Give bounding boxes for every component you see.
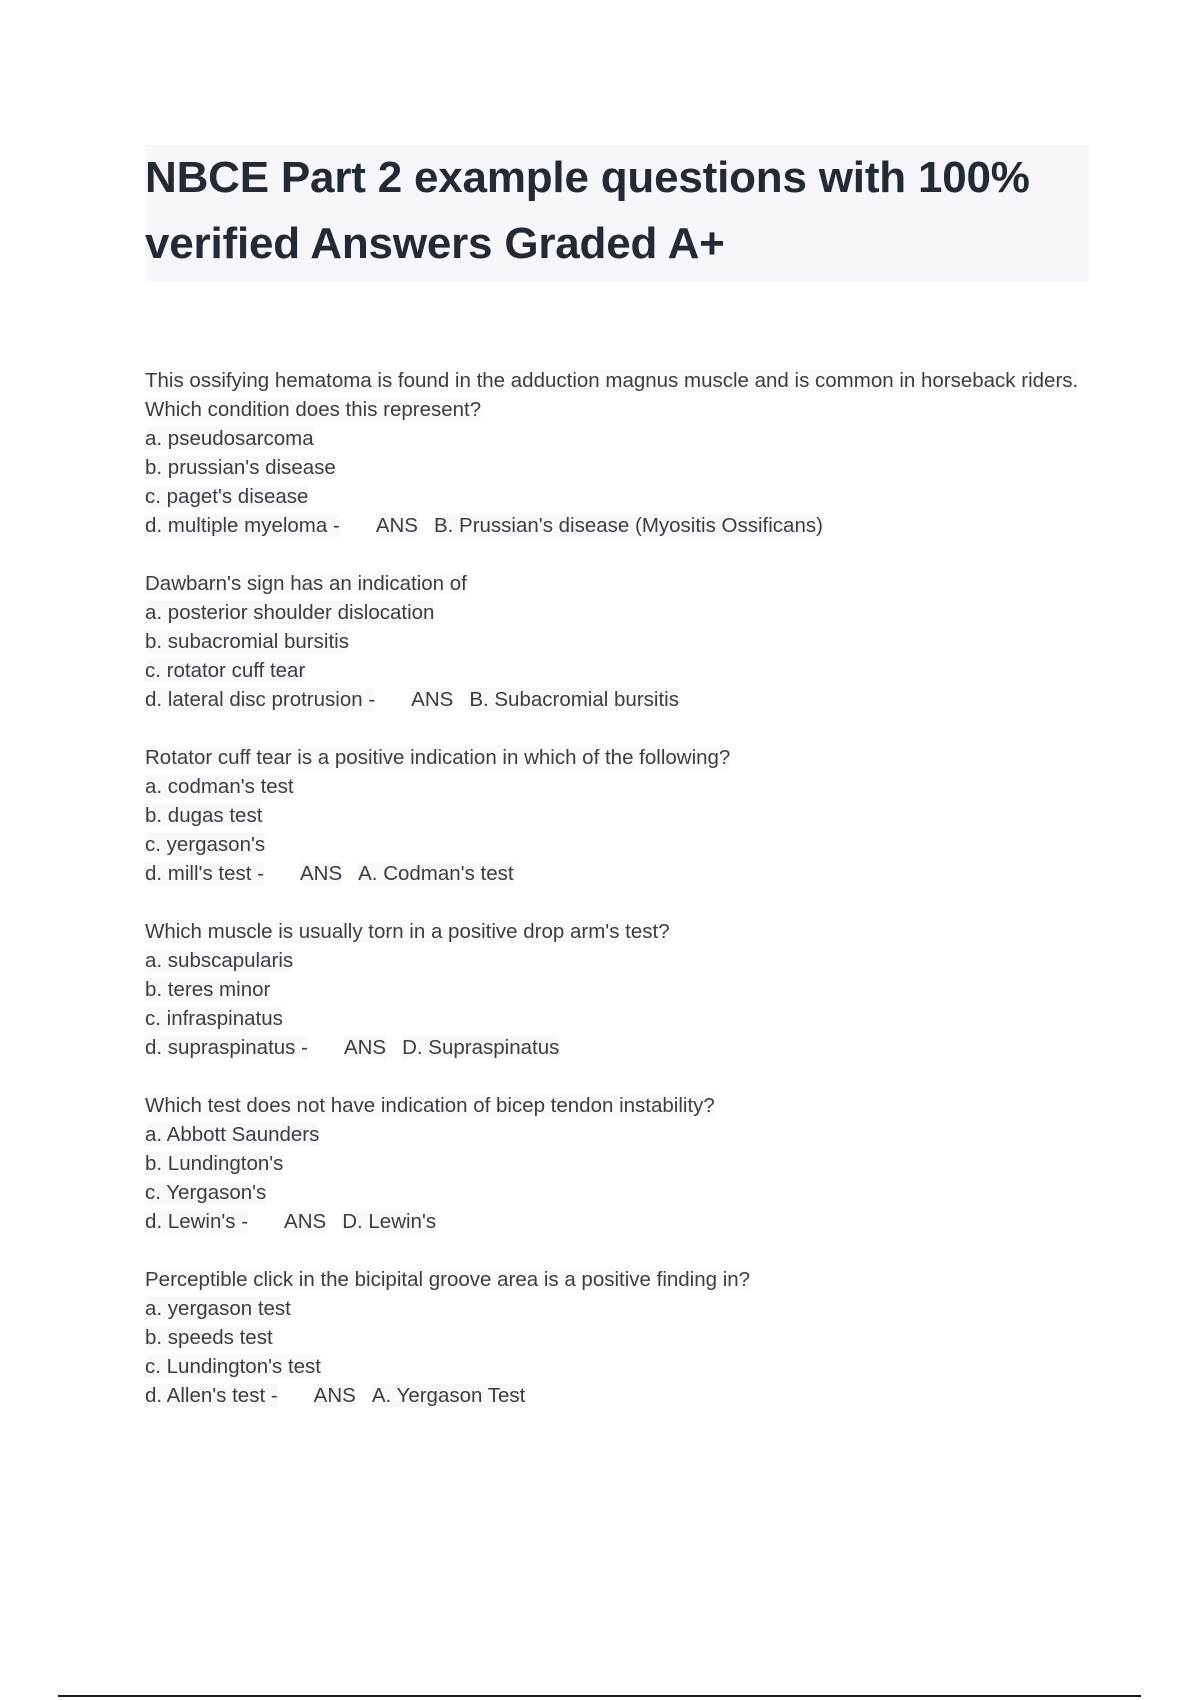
question-item [145,743,1090,888]
title-block [145,145,1089,281]
answer-option: c. rotator cuff tear [145,659,306,682]
answer-option: c. Yergason's [145,1181,267,1204]
answer-option: a. pseudosarcoma [145,427,314,450]
answer-option: b. teres minor [145,978,271,1001]
ans-label: ANS [284,1210,327,1233]
question-item [145,917,1090,1062]
question-item [145,569,1090,714]
document-title: NBCE Part 2 example questions with 100% verified Answers Graded A+ [145,153,1030,268]
question-text: Dawbarn's sign has an indication of [145,572,467,595]
answer-option: d. Allen's test - ANS A. Yergason Test [145,1384,526,1407]
correct-answer: D. Supraspinatus [402,1036,560,1059]
answer-option: a. yergason test [145,1297,291,1320]
correct-answer: D. Lewin's [342,1210,437,1233]
answer-option: b. subacromial bursitis [145,630,349,653]
question-item [145,1091,1090,1236]
footer-divider [58,1695,1141,1697]
answer-option: d. multiple myeloma - ANS B. Prussian's disease (Myositis Ossificans) [145,514,823,537]
question-text: This ossifying hematoma is found in the adduction magnus muscle and is common in horseback riders. Which condition does this represent? [145,369,1079,421]
question-text: Which muscle is usually torn in a positive drop arm's test? [145,920,670,943]
question-text: Perceptible click in the bicipital groove area is a positive finding in? [145,1268,751,1291]
answer-option: d. supraspinatus - ANS D. Supraspinatus [145,1036,560,1059]
answer-option: a. codman's test [145,775,294,798]
ans-label: ANS [299,862,343,885]
answer-option: a. Abbott Saunders [145,1123,320,1146]
answer-option: b. speeds test [145,1326,273,1349]
question-text: Rotator cuff tear is a positive indication in which of the following? [145,746,731,769]
correct-answer: B. Subacromial bursitis [469,688,679,711]
answer-option: d. Lewin's - ANS D. Lewin's [145,1210,437,1233]
answer-option: b. Lundington's [145,1152,284,1175]
correct-answer: A. Codman's test [358,862,514,885]
ans-label: ANS [343,1036,387,1059]
answer-option: b. prussian's disease [145,456,336,479]
answer-option: a. posterior shoulder dislocation [145,601,435,624]
answer-option: c. paget's disease [145,485,309,508]
answer-option: a. subscapularis [145,949,294,972]
answer-option: c. yergason's [145,833,266,856]
correct-answer: A. Yergason Test [371,1384,526,1407]
question-item [145,366,1090,540]
correct-answer: B. Prussian's disease (Myositis Ossificans) [433,514,823,537]
answer-option: c. infraspinatus [145,1007,283,1030]
ans-label: ANS [313,1384,356,1407]
question-list [145,366,1090,1439]
answer-option: b. dugas test [145,804,263,827]
ans-label: ANS [411,688,454,711]
answer-option: c. Lundington's test [145,1355,322,1378]
question-item [145,1265,1090,1410]
answer-option: d. mill's test - ANS A. Codman's test [145,862,514,885]
ans-label: ANS [375,514,418,537]
answer-option: d. lateral disc protrusion - ANS B. Subacromial bursitis [145,688,679,711]
question-text: Which test does not have indication of bicep tendon instability? [145,1094,715,1117]
